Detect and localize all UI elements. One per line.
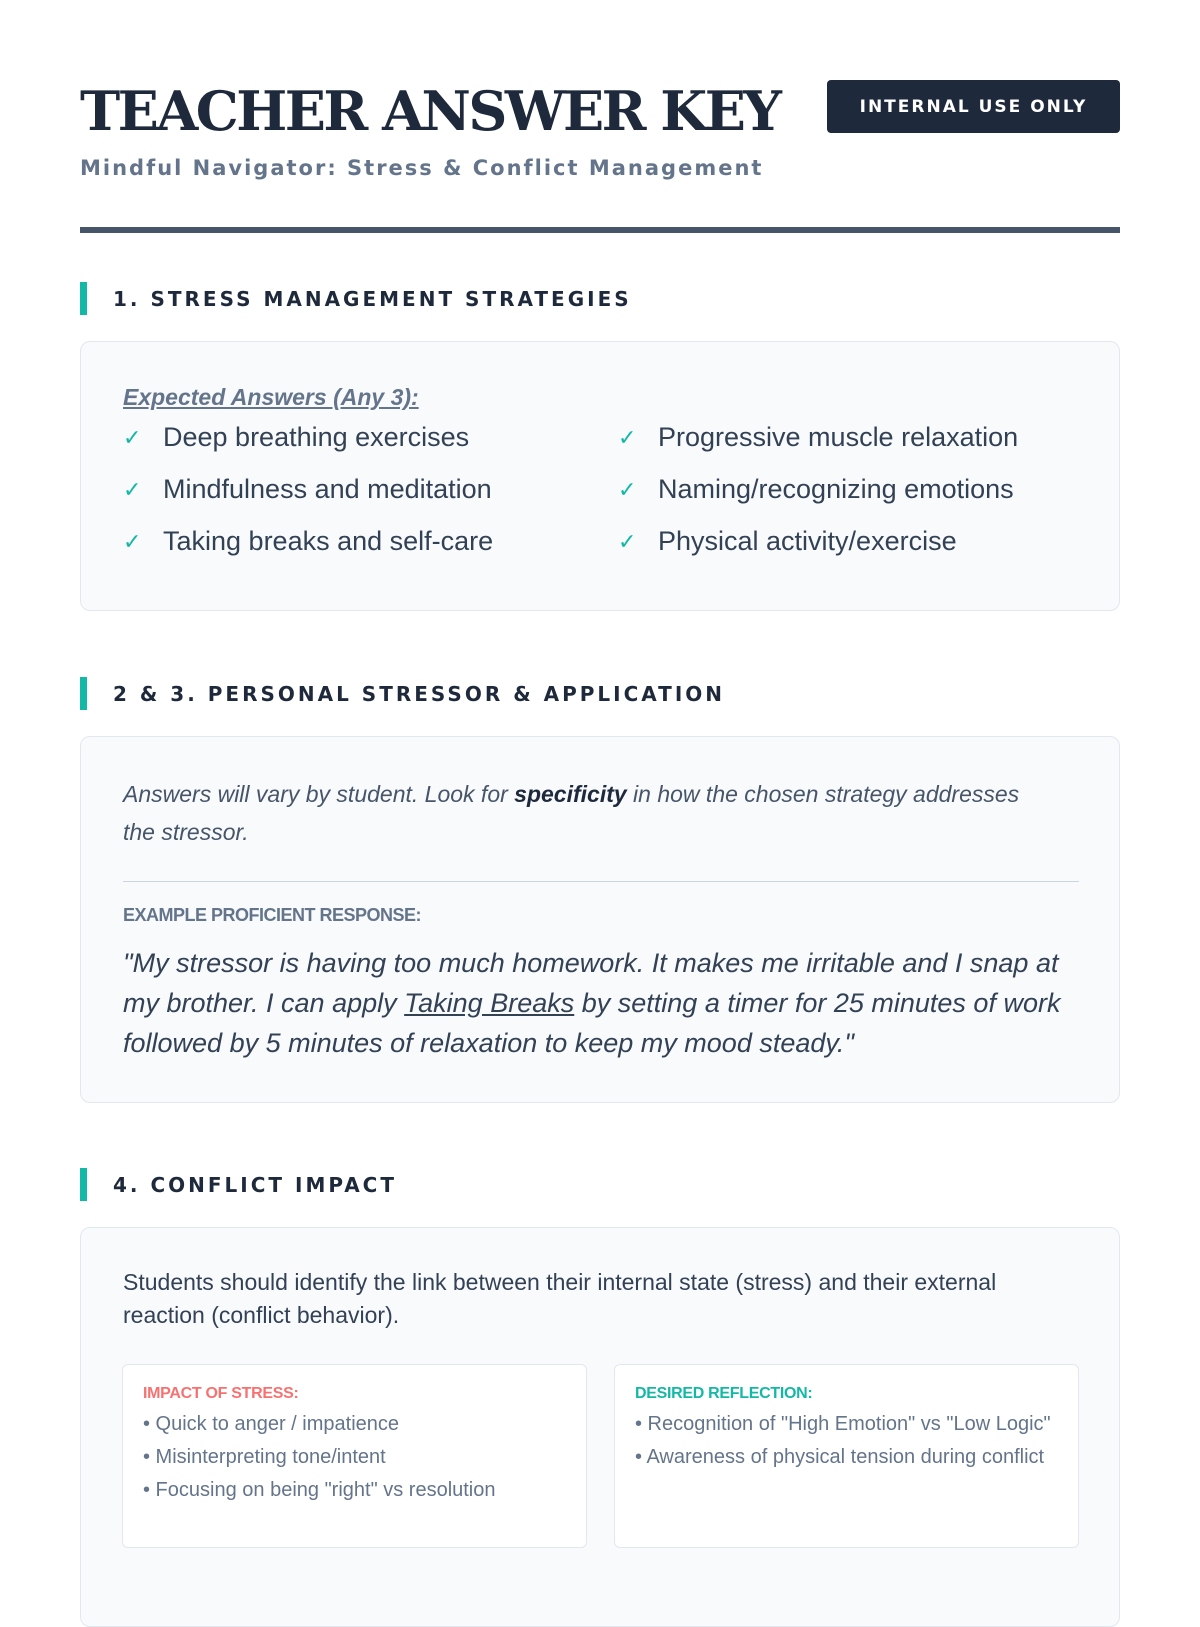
section-title-personal-stressor: 2 & 3. PERSONAL STRESSOR & APPLICATION — [80, 677, 725, 710]
page-subtitle: Mindful Navigator: Stress & Conflict Management — [80, 156, 764, 180]
list-item: • Focusing on being "right" vs resolution — [143, 1479, 496, 1501]
check-icon: ✓ — [618, 476, 637, 502]
list-item — [123, 526, 493, 557]
impact-title: IMPACT OF STRESS: — [143, 1385, 299, 1402]
instructions-text — [123, 775, 1043, 851]
instructions-text-part: Answers will vary by student. Look for — [123, 781, 515, 807]
quote-part: by setting a timer for 25 minutes of work followed by 5 minutes of relaxation to keep my mood steady." — [123, 988, 1061, 1058]
list-item — [123, 422, 469, 453]
check-icon: ✓ — [618, 528, 637, 554]
strategy-label: Mindfulness and meditation — [163, 474, 492, 504]
list-item — [618, 474, 1014, 505]
conflict-impact-card — [80, 1227, 1120, 1627]
impact-of-stress-card — [122, 1364, 587, 1548]
check-icon: ✓ — [618, 424, 637, 450]
strategy-label: Deep breathing exercises — [163, 422, 470, 452]
list-item — [618, 422, 1018, 453]
divider — [123, 881, 1079, 882]
strategy-label: Taking breaks and self-care — [163, 526, 494, 556]
check-icon: ✓ — [123, 476, 142, 502]
section-title-stress-strategies: 1. STRESS MANAGEMENT STRATEGIES — [80, 282, 632, 315]
header-divider — [80, 227, 1120, 233]
internal-use-badge: INTERNAL USE ONLY — [827, 80, 1120, 133]
strategy-label: Naming/recognizing emotions — [658, 474, 1014, 504]
list-item: • Misinterpreting tone/intent — [143, 1446, 386, 1468]
example-quote — [123, 943, 1083, 1063]
page-title: TEACHER ANSWER KEY — [80, 79, 780, 143]
quote-part: "My stressor is having too much homework. It makes me irritable and I snap at my brother. I can apply — [123, 948, 1059, 1018]
strategy-label: Progressive muscle relaxation — [658, 422, 1019, 452]
list-item — [618, 526, 957, 557]
check-icon: ✓ — [123, 528, 142, 554]
personal-stressor-card — [80, 736, 1120, 1103]
conflict-intro-text: Students should identify the link between their internal state (stress) and their external reaction (conflict behavior). — [123, 1269, 997, 1328]
section-title-conflict-impact: 4. CONFLICT IMPACT — [80, 1168, 397, 1201]
instructions-emphasis: specificity — [514, 781, 627, 807]
check-icon: ✓ — [123, 424, 142, 450]
example-label: EXAMPLE PROFICIENT RESPONSE: — [123, 905, 422, 925]
desired-reflection-card — [614, 1364, 1079, 1548]
stress-strategies-card — [80, 341, 1120, 611]
list-item: • Recognition of "High Emotion" vs "Low Logic" — [635, 1413, 1051, 1435]
instructions-text-part: in how the chosen strategy addresses the stressor. — [123, 781, 1020, 845]
reflection-title: DESIRED REFLECTION: — [635, 1385, 813, 1402]
quote-strategy: Taking Breaks — [404, 988, 575, 1018]
list-item: • Quick to anger / impatience — [143, 1413, 400, 1435]
list-item — [123, 474, 492, 505]
list-item: • Awareness of physical tension during conflict — [635, 1446, 1045, 1468]
expected-answers-label: Expected Answers (Any 3): — [123, 384, 419, 410]
strategy-label: Physical activity/exercise — [658, 526, 957, 556]
